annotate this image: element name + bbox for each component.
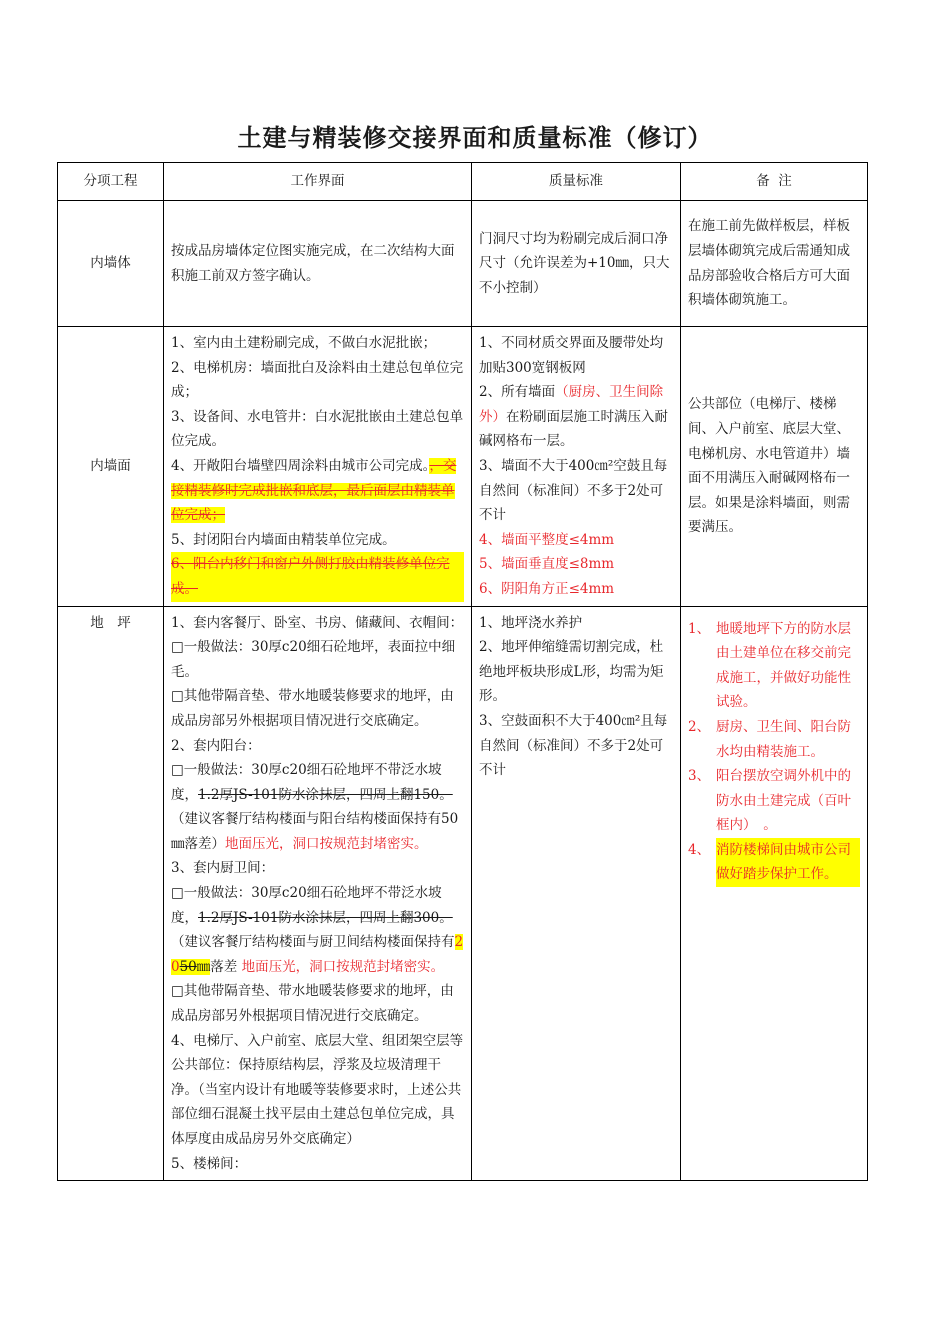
text-line: 2、电梯机房：墙面批白及涂料由土建总包单位完成；	[171, 359, 464, 401]
text-line: 2、地坪伸缩缝需切割完成，杜绝地坪板块形成L形，均需为矩形。	[479, 639, 664, 705]
text-line: □其他带隔音垫、带水地暖装修要求的地坪，由成品房部另外根据项目情况进行交底确定。	[171, 983, 454, 1025]
text-line: 3、设备间、水电管井：白水泥批嵌由土建总包单位完成。	[171, 408, 464, 450]
header-note: 备 注	[681, 163, 868, 201]
note-item	[688, 838, 860, 887]
quality-cell	[472, 327, 681, 607]
struck-highlight-text: 50	[179, 958, 197, 975]
header-interface: 工作界面	[164, 163, 472, 201]
standards-table	[57, 162, 868, 1181]
note-item	[688, 764, 860, 838]
text-line: 1、地坪浇水养护	[479, 614, 583, 631]
note-cell: 在施工前先做样板层，样板层墙体砌筑完成后需通知成品房部验收合格后方可大面积墙体砌筑施工。	[681, 201, 868, 327]
red-text: 4、墙面平整度≤4mm	[479, 531, 615, 548]
note-cell	[681, 606, 868, 1181]
text-line	[171, 881, 464, 979]
table-row-inner-wall-surface	[58, 327, 868, 607]
text-span: 4、开敞阳台墙壁四周涂料由城市公司完成。	[171, 457, 430, 474]
interface-cell	[164, 606, 472, 1181]
text-line: 5、楼梯间：	[171, 1155, 248, 1172]
red-text: （厨房、卫生间除外）	[479, 384, 664, 425]
note-text: 地暖地坪下方的防水层由土建单位在移交前完成施工，并做好功能性试验。	[716, 620, 851, 711]
quality-cell: 门洞尺寸均为粉刷完成后洞口净尺寸（允许误差为+10㎜，只大不小控制）	[472, 201, 681, 327]
text-line: 1、套内客餐厅、卧室、书房、储藏间、衣帽间：	[171, 614, 464, 631]
note-text: 阳台摆放空调外机中的防水由土建完成（百叶框内） 。	[716, 768, 851, 834]
text-span: 2、所有墙面	[479, 384, 556, 401]
note-cell: 公共部位（电梯厅、楼梯间、入户前室、底层大堂、电梯机房、水电管道井）墙面不用满压入耐碱网格布一层。如果是涂料墙面，则需要满压。	[681, 327, 868, 607]
table-row-inner-wall-body	[58, 201, 868, 327]
text-span: □一般做法：30厚c20细石砼地坪不带泛水坡度，	[171, 762, 442, 803]
header-category: 分项工程	[58, 163, 164, 201]
red-text: 地面压光，洞口按规范封堵密实。	[241, 958, 445, 975]
text-line: 4、电梯厅、入户前室、底层大堂、组团架空层等公共部位：保持原结构层，浮浆及垃圾清理干净。（当室内设计有地暖等装修要求时，上述公共部位细石混凝土找平层由土建总包单位完成，具体厚度由成品房另外交底确定）	[171, 1032, 464, 1147]
note-text: 厨房、卫生间、阳台防水均由精装施工。	[716, 718, 851, 760]
text-line: 5、封闭阳台内墙面由精装单位完成。	[171, 531, 396, 548]
note-text: 消防楼梯间由城市公司做好踏步保护工作。	[716, 838, 860, 887]
highlight-text: 20	[171, 934, 464, 975]
note-number: 2、	[688, 718, 711, 735]
red-text: 6、阴阳角方正≤4mm	[479, 580, 615, 597]
text-line	[171, 454, 464, 528]
text-line: □其他带隔音垫、带水地暖装修要求的地坪，由成品房部另外根据项目情况进行交底确定。	[171, 688, 454, 729]
category-cell: 内墙面	[58, 327, 164, 607]
text-span: 在粉刷面层施工时满压入耐碱网格布一层。	[479, 408, 668, 450]
page-title: 土建与精装修交接界面和质量标准（修订）	[237, 124, 713, 152]
text-span: □一般做法：30厚c20细石砼地坪不带泛水坡度，	[171, 885, 442, 926]
text-span: 落差	[210, 958, 238, 975]
category-cell: 内墙体	[58, 201, 164, 327]
highlight-text: ㎜	[196, 958, 211, 975]
quality-cell	[472, 606, 681, 1181]
text-line: 1、不同材质交界面及腰带处均加贴300宽钢板网	[479, 335, 664, 376]
struck-text: 1.2厚JS-101防水涂抹层，四周上翻300。	[198, 909, 453, 926]
note-item	[688, 617, 860, 715]
text-line: □一般做法：30厚c20细石砼地坪，表面拉中细毛。	[171, 639, 456, 680]
table-header-row	[58, 163, 868, 201]
text-line: 1、室内由土建粉刷完成，不做白水泥批嵌；	[171, 335, 437, 351]
struck-text: 1.2厚JS-101防水涂抹层，四周上翻150。	[198, 786, 453, 803]
header-quality: 质量标准	[472, 163, 681, 201]
category-cell: 地 坪	[58, 606, 164, 1181]
text-line: 3、空鼓面积不大于400㎝²且每自然间（标准间）不多于2处可不计	[479, 712, 668, 779]
red-text: 5、墙面垂直度≤8mm	[479, 556, 615, 573]
table-row-floor	[58, 606, 868, 1181]
red-text: 地面压光，洞口按规范封堵密实。	[225, 835, 428, 852]
text-span: （建议客餐厅结构楼面与阳台结构楼面保持有50㎜落差）	[171, 811, 459, 852]
text-line	[479, 380, 673, 454]
text-line: 3、套内厨卫间：	[171, 860, 275, 877]
struck-highlight-text: 6、阳台内移门和窗户外侧打胶由精装修单位完成。	[171, 552, 464, 601]
text-span: （建议客餐厅结构楼面与厨卫间结构楼面保持有	[171, 934, 455, 951]
interface-cell: 按成品房墙体定位图实施完成，在二次结构大面积施工前双方签字确认。	[164, 201, 472, 327]
text-line	[171, 758, 464, 856]
note-number: 3、	[688, 768, 711, 785]
note-item	[688, 715, 860, 764]
struck-highlight-text: ，交接精装修时完成批嵌和底层，最后面层由精装单位完成；	[171, 457, 457, 524]
text-line: 3、墙面不大于400㎝²空鼓且每自然间（标准间）不多于2处可不计	[479, 457, 668, 524]
note-number: 1、	[688, 620, 711, 637]
interface-cell	[164, 327, 472, 607]
text-line: 2、套内阳台：	[171, 737, 261, 754]
note-number: 4、	[688, 841, 711, 858]
